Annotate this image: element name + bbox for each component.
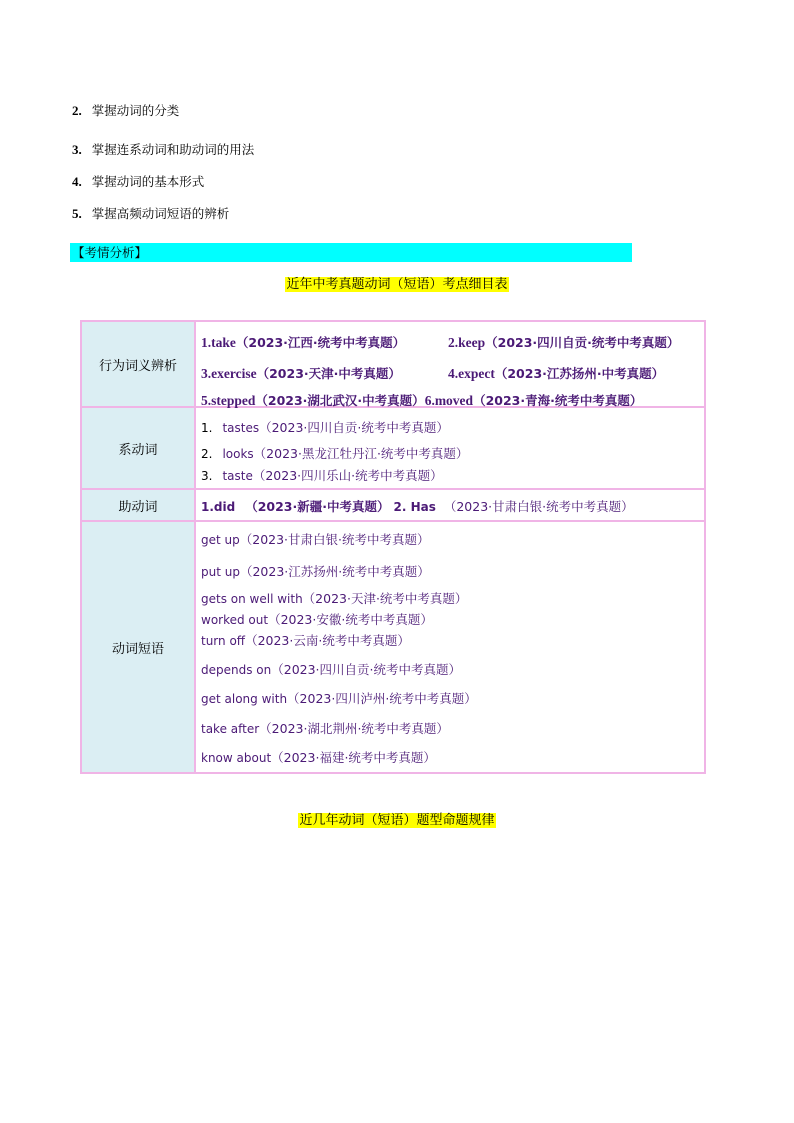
row-content [195,489,705,521]
item-source: （2023·天津·统考中考真题） [302,591,468,606]
table-row [81,521,705,773]
item-term: 6.moved [424,393,474,408]
row-label: 助动词 [81,489,195,521]
row-content [195,521,705,773]
item-source: （2023·四川泸州·统考中考真题） [287,691,477,706]
table-title-text: 近年中考真题动词（短语）考点细目表 [286,277,508,292]
table-title [0,276,794,294]
exam-points-table [80,320,706,774]
item-term: 2. Has [393,500,436,514]
item-term: turn off [201,634,246,648]
table-row [81,321,705,407]
item-term: worked out [201,613,269,627]
item-term: depends on [201,663,272,677]
item-source: （2023·甘肃白银·统考中考真题） [443,499,634,514]
item-source: （2023·新疆·中考真题） [245,499,390,514]
list-item [448,333,679,351]
item-source: （2023·四川乐山·统考中考真题） [252,468,443,483]
item-term: get up [201,533,240,547]
row-content [195,407,705,489]
item-term: 2.keep [448,335,486,350]
item-source: （2023·江西·统考中考真题） [235,335,406,350]
item-term: 5.stepped [201,393,256,408]
item-source: （2023·江苏扬州·统考中考真题） [239,564,430,579]
next-section-title [0,812,794,830]
goal-text: 掌握动词的分类 [91,103,180,118]
table-row [81,407,705,489]
goal-item [72,142,254,158]
list-item [201,562,430,580]
item-term: 4.expect [448,366,495,381]
goal-number: 3. [72,142,82,157]
list-item [201,364,401,382]
list-item [448,364,664,382]
goal-text: 掌握连系动词和助动词的用法 [91,142,255,157]
goal-number: 5. [72,206,82,221]
item-source: （2023·四川自贡·统考中考真题） [271,662,462,677]
item-term: tastes [222,421,260,435]
item-term: looks [222,447,254,461]
goal-item [72,103,179,119]
row-label: 行为词义辨析 [81,321,195,407]
item-source: （2023·四川自贡·统考中考真题） [485,335,680,350]
item-term: 3.exercise [201,366,257,381]
list-item [201,660,461,678]
goal-text: 掌握高频动词短语的辨析 [91,206,230,221]
table-row [81,489,705,521]
item-source: （2023·黑龙江牡丹江·统考中考真题） [253,446,469,461]
item-term: gets on well with [201,592,303,606]
list-item [201,333,405,351]
goal-number: 4. [72,174,82,189]
list-item [201,497,634,515]
goal-item [72,174,204,190]
item-term: put up [201,565,240,579]
row-label: 系动词 [81,407,195,489]
list-item [201,589,467,607]
item-term: 1.take [201,335,236,350]
item-source: （2023·湖北武汉·中考真题） [255,393,425,408]
list-item [201,444,468,462]
row-content [195,321,705,407]
item-term: taste [222,469,253,483]
item-source: （2023·江苏扬州·中考真题） [494,366,665,381]
list-item [201,631,410,649]
row-label: 动词短语 [81,521,195,773]
item-source: （2023·青海·统考中考真题） [473,393,643,408]
item-source: （2023·福建·统考中考真题） [271,750,436,765]
item-source: （2023·云南·统考中考真题） [245,633,410,648]
list-item [201,689,477,707]
item-term: 1.did [201,500,236,514]
list-item [201,610,433,628]
goal-number: 2. [72,103,82,118]
item-source: （2023·湖北荆州·统考中考真题） [259,721,449,736]
item-source: （2023·天津·中考真题） [256,366,401,381]
item-source: （2023·安徽·统考中考真题） [268,612,433,627]
goal-text: 掌握动词的基本形式 [91,174,205,189]
section-header: 【考情分析】 [70,243,632,262]
list-item [201,466,443,484]
next-section-title-text: 近几年动词（短语）题型命题规律 [299,813,495,828]
list-item [201,719,449,737]
list-item [201,530,430,548]
list-item [201,748,436,766]
goal-item [72,206,229,222]
list-item [201,418,449,436]
item-number: 3. [201,469,213,483]
item-number: 1. [201,421,213,435]
item-number: 2. [201,447,213,461]
list-item [201,391,642,409]
item-source: （2023·四川自贡·统考中考真题） [259,420,449,435]
item-term: get along with [201,692,288,706]
item-term: take after [201,722,260,736]
item-source: （2023·甘肃白银·统考中考真题） [239,532,430,547]
item-term: know about [201,751,272,765]
